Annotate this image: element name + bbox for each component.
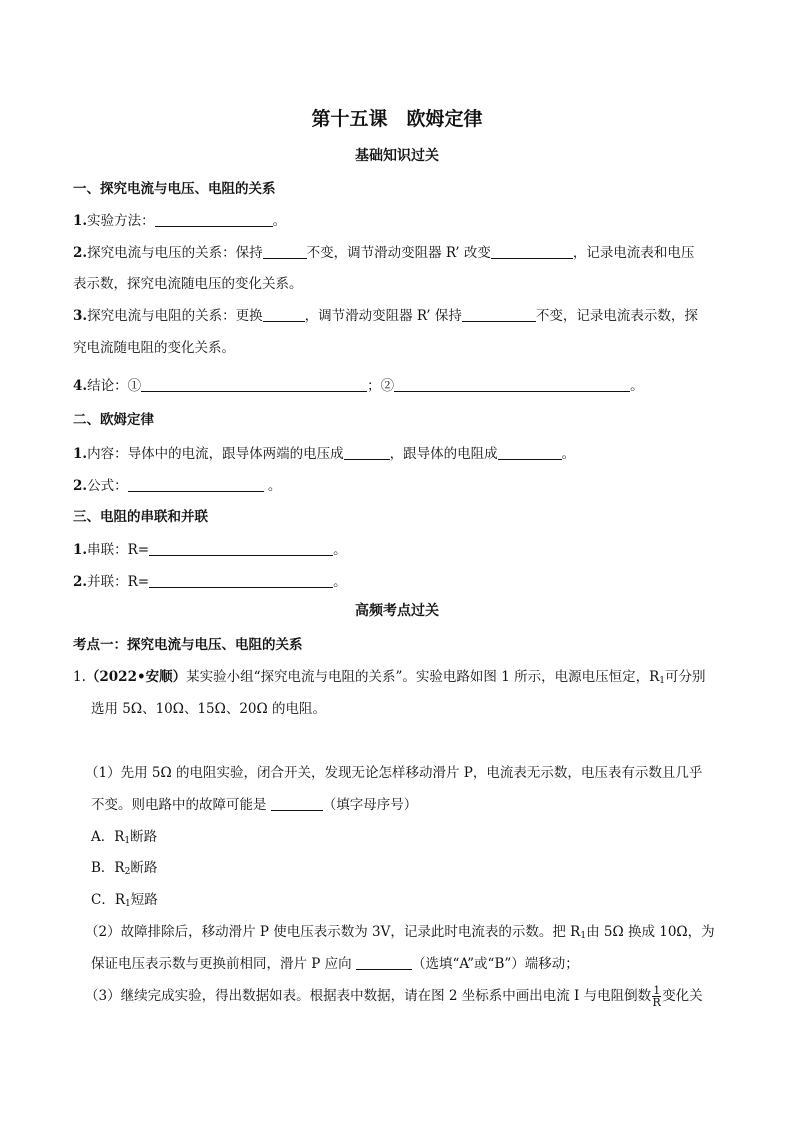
- option-a[interactable]: A．$R_1$断路: [91, 829, 158, 846]
- s1-question-2: 2.探究电流与电压的关系：保持 不变，调节滑动变阻器 R’ 改变 ，记录电流表和电压: [73, 245, 695, 261]
- answer-blank[interactable]: [271, 796, 323, 811]
- answer-blank[interactable]: [498, 445, 562, 460]
- problem-1-sub-1: （1）先用 5Ω 的电阻实验，闭合开关，发现无论怎样移动滑片 P，电流表无示数，电压表有示数且几乎: [85, 765, 703, 781]
- problem-1-sub-3: （3）继续完成实验，得出数据如表。根据表中数据，请在图 2 坐标系中画出电流 I 与电阻倒数 $\frac{1}{R}$ 变化关: [85, 984, 703, 1009]
- option-b[interactable]: B．$R_2$断路: [91, 860, 158, 877]
- answer-blank[interactable]: [141, 377, 367, 392]
- problem-1-line-1: 1.（2022•安顺）某实验小组“探究电流与电阻的关系”。实验电路如图 1 所示，电源电压恒定，$R_1$可分别: [73, 669, 706, 686]
- answer-blank[interactable]: [155, 212, 273, 227]
- s3-question-1: 1.串联：R= 。: [73, 542, 347, 558]
- s1-question-4: 4.结论：① ；② 。: [73, 378, 644, 394]
- s3-question-2: 2.并联：R= 。: [73, 574, 347, 590]
- s2-question-2: 2.公式： 。: [73, 478, 282, 494]
- section-2-heading: 二、欧姆定律: [73, 412, 154, 428]
- problem-1-sub-2: （2）故障排除后，移动滑片 P 使电压表示数为 3V，记录此时电流表的示数。把 $R_1$由 5Ω 换成 10Ω，为: [85, 924, 715, 941]
- answer-blank[interactable]: [462, 307, 536, 322]
- section-basic-heading: 基础知识过关: [355, 148, 439, 164]
- section-freq-heading: 高频考点过关: [355, 603, 439, 619]
- problem-1-line-2: 选用 5Ω、10Ω、15Ω、20Ω 的电阻。: [91, 701, 326, 717]
- section-1-heading: 一、探究电流与电压、电阻的关系: [73, 181, 276, 197]
- s1-question-3-cont: 究电流随电阻的变化关系。: [73, 340, 235, 356]
- answer-blank[interactable]: [263, 244, 307, 259]
- answer-blank[interactable]: [491, 244, 573, 259]
- answer-blank[interactable]: [263, 307, 305, 322]
- problem-1-sub-2-cont: 保证电压表示数与更换前相同，滑片 P 应向 （选填“A”或“B”）端移动；: [91, 956, 579, 972]
- answer-blank[interactable]: [394, 377, 630, 392]
- answer-blank[interactable]: [149, 541, 333, 556]
- answer-blank[interactable]: [356, 955, 412, 970]
- answer-blank[interactable]: [344, 445, 390, 460]
- option-c[interactable]: C．$R_1$短路: [91, 892, 158, 909]
- section-3-heading: 三、电阻的串联和并联: [73, 509, 208, 525]
- key-point-1-heading: 考点一：探究电流与电压、电阻的关系: [73, 637, 303, 653]
- answer-blank[interactable]: [128, 477, 264, 492]
- s1-question-1: 1.实验方法： 。: [73, 213, 287, 229]
- fraction-one-over-r: $\frac{1}{R}$: [652, 984, 661, 1009]
- lesson-title: 第十五课 欧姆定律: [311, 108, 483, 130]
- problem-1-sub-1-cont: 不变。则电路中的故障可能是 （填字母序号）: [91, 797, 418, 813]
- s2-question-1: 1.内容：导体中的电流，跟导体两端的电压成 ，跟导体的电阻成 。: [73, 446, 576, 462]
- answer-blank[interactable]: [149, 573, 333, 588]
- s1-question-2-cont: 表示数，探究电流随电压的变化关系。: [73, 276, 303, 292]
- s1-question-3: 3.探究电流与电阻的关系：更换 ，调节滑动变阻器 R’ 保持 不变，记录电流表示数，探: [73, 308, 698, 324]
